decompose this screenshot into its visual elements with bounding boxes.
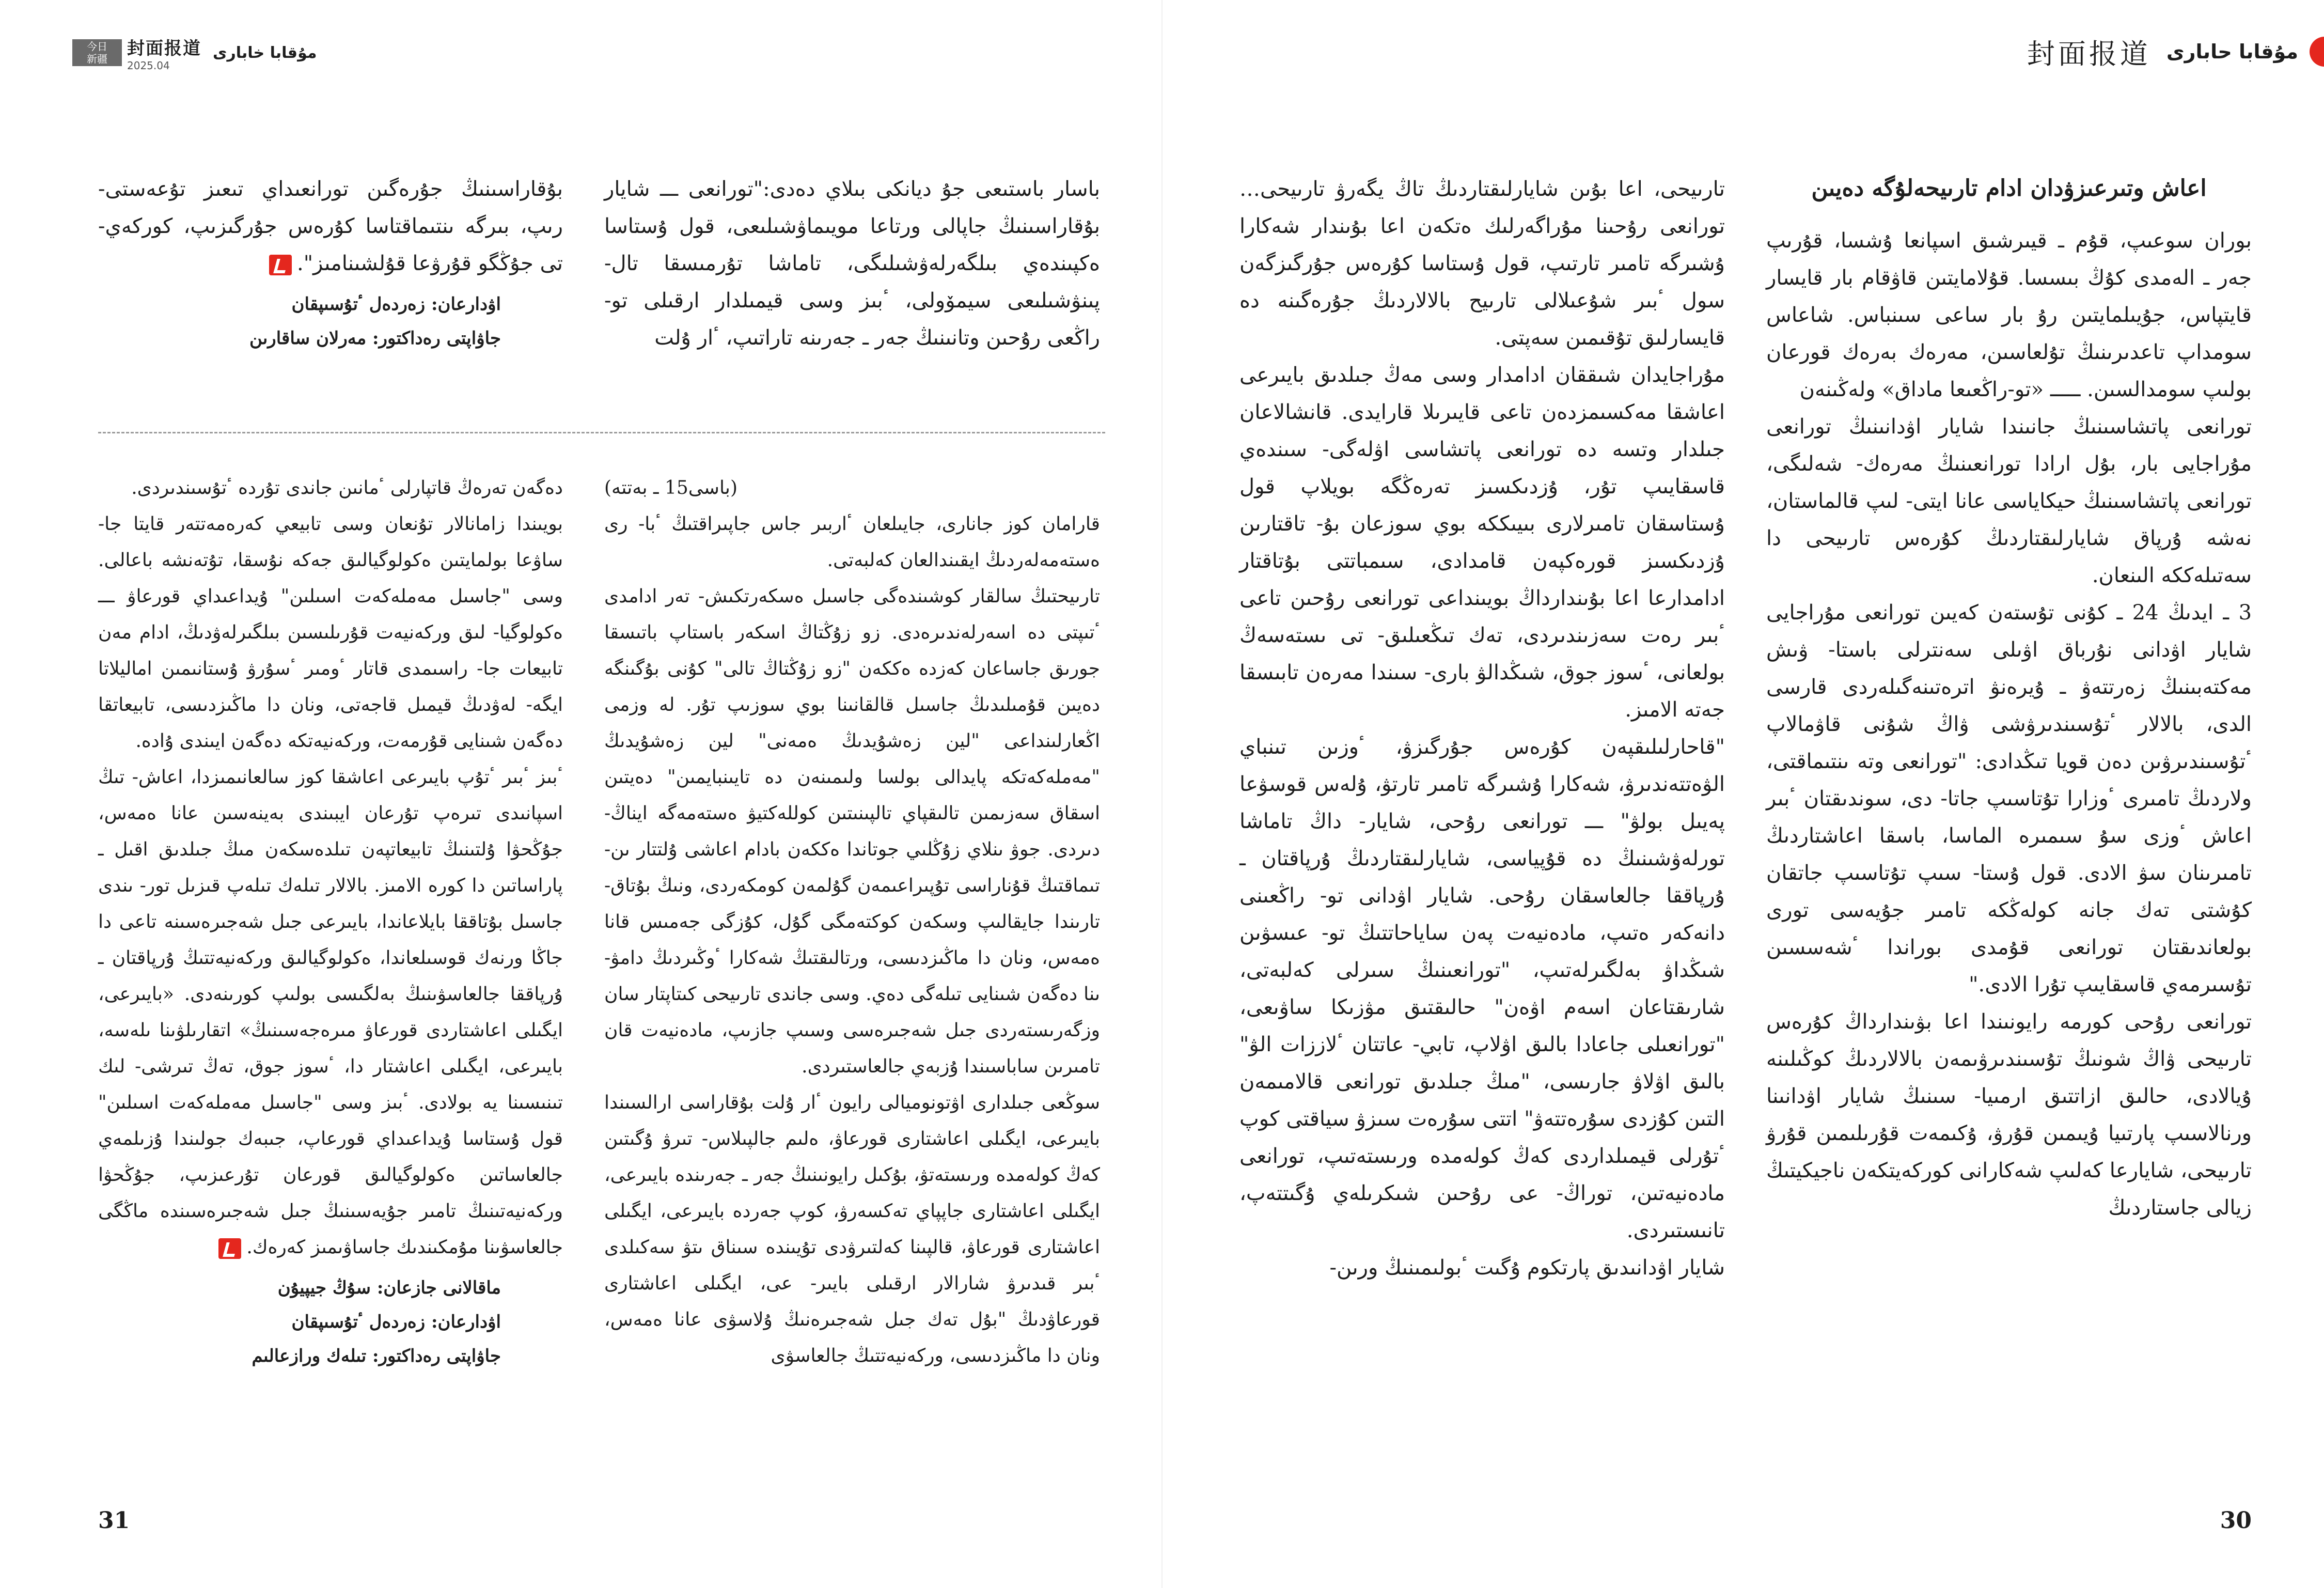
brand-block <box>127 34 201 72</box>
right-page <box>1162 0 2324 1588</box>
paragraph: تورانعى رۇحى كورمە رايونىندا اعا بۋىندارداڭ كۇرەس تارىيحى ۋاڭ شونىڭ تۇسىندىرۋىمەن بالالاردىڭ كوڭىلىنە ۇيالادى، حالىق ازاتتىق ارمىيا- سىنىڭ شايار اۋدانىنا ورنالاسىپ پارتىيا ۇيىمىن قۇرۋ، ۇكىمەت قۇرىلىمىن قۇرۋ تارىيحى، شايارعا كەلىپ شەكارانى كوركەيتكەن ناجيكيتىڭ زيالى جاستاردىڭ <box>1766 1010 2252 1220</box>
article-column-bottom-left <box>98 470 563 1373</box>
paragraph-text: ٴبىز ٴبىر ٴتۇپ بايىرعى اعاشقا كوز سالعانىمىزدا، اعاش- تىڭ اسپانىدى تىرەپ تۇرعان ايبىندى بەينەسىن عانا ەمەس، جۇڭحۋا ۇلتىنىڭ تابيعاتپەن تىلدەسكەن مىڭ جىلدىق اقىل ـ پاراساتىن دا كورە الامىز. بالالار تىلەك تىلەپ قىزىل تور- ىندى جاسىل بۇتاققا بايلاعاندا، بايىرعى جىل شەجىرەسىنە تاعى دا جاڭا ورنەك قوسىلعاندا، ەكولوگيالىق وركەنيەتتىڭ ۇرپاقتان ـ ۇرپاققا جالعاسۋىنىڭ بەلگىسى بولىپ كورىنەدى. «بايىرعى، ايگىلى اعاشتاردى قورعاۋ مىرەجەسىنىڭ» اتقارىلۋىنا ىلەسە، بايىرعى، ايگىلى اعاشتار دا، ٴسوز جوق، تەڭ تىرشى- لىك تىنىسىنا يە بولادى. ٴبىز وسى "جاسىل مەملەكەت اسىلىن" قول ۇستاسا ۇيداعىداي قورعاپ، جىبەك جولىندا ۇزىلمەي جالعاساتىن ەكولوگيالىق قورعان تۇرعىزىپ، جۇڭحۋا وركەنيەتىنىڭ تامىر جۇيەسىنىڭ جىل شەجىرەسىندە ماڭگى جالعاسۋىنا مۇمكىندىك جاساۋىمىز كەرەك. <box>98 767 563 1258</box>
article-column-bottom-right <box>604 470 1100 1374</box>
author-credit: ماقالانى جازعان: سۇڭ جيپيۇن <box>277 1278 501 1298</box>
paragraph: دەگەن تەرەڭ قاتپارلى ٴمانىن جاندى تۇردە ٴتۇسىندىردى. <box>131 477 563 499</box>
left-page-header <box>72 37 317 72</box>
article-column-top-right <box>604 170 1100 356</box>
paragraph: قارامان كوز جانارى، جايىلعان ٴاربىر جاس جاپىراقتىڭ ٴبا- رى ەستەمەلەردىڭ ايقىندالعان كەلبەتى. <box>604 513 1100 571</box>
continued-note: (باسى15 ـ بەتتە) <box>604 477 737 499</box>
paragraph: تارىيحى، اعا بۇىن شايارلىقتاردىڭ تاڭ يگەرۋ تارىيحى… تورانعى رۇحىنا مۇراگەرلىك ەتكەن اعا بۇىندار شەكارا ۇشىرگە تامىر تارتىپ، قول ۇستاسا كۇرەس جۇرگىزگەن سول ٴبىر شۇعىلالى تارىيح بالالاردىڭ جۇرەگىنە دە قايسارلىق تۇقىمىن سەپتى. <box>1239 177 1725 350</box>
page-number-left: 31 <box>98 1507 130 1534</box>
paragraph: سوڭعى جىلدارى اۋتونوميالى رايون ٴار ۇلت بۇقاراسى ارالسىندا بايىرعى، ايگىلى اعاشتارى قورعاۋ، ەلىم جالپىلاس- تىرۋ ۇگىتىن كەڭ كولەمدە ورىستەتۋ، بۇكىل رايونىنىڭ جەر ـ جەرىندە بايىرعى، ايگىلى اعاشتارى جاپپاي تەكسەرۋ، كوپ جەردە بايىرعى، ايگىلى اعاشتارى قورعاۋ، قالپىنا كەلتىرۋدى تۇيىندە سىناق ىتۋ سەكىلدى ٴبىر قىدىرۋ شارالار ارقىلى بايىر- عى، ايگىلى اعاشتارى قورعاۋدىڭ "بۇل تەك جىل شەجىرەنىڭ ۇلاسۋى عانا ەمەس، ونان دا ماڭىزدىسى، وركەنيەتتىڭ جالعاسۋى <box>604 1092 1100 1366</box>
paragraph: بوران سوعىپ، قۇم ـ قيىرشىق اسپانعا ۇشسا، قۇرىپ جەر ـ الەمدى كۇڭ بىسسا. قۇلامايتىن قاۋقام بار قايسار قايتپاس، جۇيىلمايتىن رۇ بار ساعى سىنباس. شاعاس سومداپ تاعدىرىنىڭ تۇلعاسىن، مەرەك بەرەك قورعان بولىپ سومدالسىن. ـــــ «تو-راڭعىعا ماداق» ولەڭىنەن <box>1766 229 2252 401</box>
paragraph <box>98 759 563 1266</box>
section-title-cn: 封面报道 <box>127 38 201 59</box>
paragraph: تورانعى پاتشاسىنىڭ جانىندا شايار اۋدانىنىڭ تورانعى مۇراجايى بار، بۇل ارادا تورانعىنىڭ مەرەك- شەلىگى، تورانعى پاتشاسىنىڭ حيكاياسى عانا ايتى- لىپ قالماستان، نەشە ۇرپاق شايارلىقتاردىڭ كۇرەس تارىيحى دا سەتىلەككە الىنعان. <box>1766 415 2252 587</box>
paragraph: مۇراجايدان شىققان ادامدار وسى مەڭ جىلدىق بايىرعى اعاشقا مەكسىمزدەن تاعى قايىرىلا قارايدى. قانشالاعان جىلدار وتسە دە تورانعى پاتشاسى اۋلەگى- سىندەي قاسقايىپ تۇر، ۇزدىكسىز تەرەڭگە بويلاپ قول ۇستاسقان تامىرلارى بىيىككە بوي سوزعان بۇ- تاقتارىن ۇزدىكسىز قورەكپەن قامدادى، سىمباتتى بۇتاقتار ادامدارعا اعا بۇىندارداڭ بويىنداعى تورانعى رۇحىن تاعى ٴبىر رەت سەزىندىردى، تەك تىڭعىلىق- تى ىستەسەڭ بولعانى، ٴسوز جوق، شىڭدالۋ بارى- سىندا مەرەن تابىسقا جەتە الامىز. <box>1239 363 1725 722</box>
paragraph: باسار باستىعى جۇ ديانكى بىلاي دەدى:"تورانعى ـــ شايار بۇقاراسىنىڭ جاپالى ورتاعا مويىماۋشىلىعى، قول ۇستاسا ەكپىندەي بىلگەرلەۋشىلىگى، تاماشا تۇرمىسقا تال- پىنۋشىلىعى سيمۆولى، ٴبىز وسى قيمىلدار ارقىلى تو- راڭعى رۇحىن وتانىنىڭ جەر ـ جەرىنە تاراتىپ، ٴار ۇلت <box>604 177 1100 350</box>
right-page-header <box>2027 31 2303 72</box>
article-column-right <box>1766 170 2252 1226</box>
section-marker-dot-icon <box>2310 37 2324 67</box>
credits-block <box>98 1271 563 1373</box>
translator-credit: اۋدارعان: زەردەل ٴتۇسىپقان <box>291 1312 501 1332</box>
paragraph: "قاحارلىلىقپەن كۇرەس جۇرگىزۋ، ٴوزىن تىنباي الۋەتتەندىرۋ، شەكارا ۇشىرگە تامىر تارتۋ، ۇلەس قوسۋعا پەيىل بولۋ" ـــ تورانعى رۇحى، شايار- داڭ تاماشا تورلەۋشىنىڭ دە قۇپياسى، شايارلىقتاردىڭ ۇرپاقتان ـ ۇرپاققا جالعاسقان رۇحى. شايار اۋدانى تو- راڭعىنى دانەكەر ەتىپ، مادەنيەت پەن ساياحاتتىڭ تو- عىسۋىن شىڭداۋ بەلگىرلەتىپ، "تورانعىنىڭ سىرلى كەلبەتى، شارىقتاعان اسەم اۋەن" حالىقتىق مۋزىكا ساۋىعى، "تورانعىلى جاعادا بالىق اۋلاپ، تابي- عاتتان ٴلاززات الۋ" بالىق اۋلاۋ جارىسى، "مىڭ جىلدىق تورانعى قالامىمەن التىن كۇزدى سۇرەتتەۋ" اتتى سۇرەت سىزۋ سياقتى كوپ ٴتۇرلى قيمىلداردى كەڭ كولەمدە ورىستەتىپ، تورانعى مادەنيەتىن، توراڭ- عى رۇحىن شىكرىلەي ۇگىتتەپ، تانىستىردى. <box>1239 735 1725 1242</box>
section-title-cn: 封面报道 <box>2027 37 2151 70</box>
page-number-right: 30 <box>2220 1507 2252 1534</box>
subheading: اعاش وتىرعىزۋدان ادام تارىيحەلۇگە دەيىن <box>1811 175 2207 201</box>
paragraph: 3 ـ ايدىڭ 24 ـ كۇنى تۇستەن كەيىن تورانعى مۇراجايى شايار اۋدانى نۇرباق اۋىلى سەنترلى باستا- ۋىش مەكتەبىنىڭ زەرتتەۋ ـ ۇيرەنۋ اترەتىنەگىلەردى قارسى الدى، بالالار ٴتۇسىندىرۋشى ۋاڭ شۇنى قاۋمالاپ ٴتۇسىندىرۋىن دەن قويا تىڭدادى: "تورانعى وتە ىنتىماقتى، ولاردىڭ تامىرى ٴوزارا تۇتاسىپ جاتا- دى، سوندىقتان ٴبىر اعاش ٴوزى سۇ سىمىرە الماسا، باسقا اعاشتاردىڭ تامىرىنان سۋ الادى. قول ۇستا- سىپ تۇتاسىپ جاتقان كۇشتى تەك جانە كولەڭكە تامىر جۇيەسى تورى بولعاندىقتان تورانعى قۇمدى بوراندا ٴشەسسىن تۇسىرمەي قاسقايىپ تۇرا الادى." <box>1766 601 2252 997</box>
paragraph: تارىيحتىڭ سالقار كوشىندەگى جاسىل ەسكەرتكىش- تەر ادامدى ٴتىپتى دە اسەرلەندىرەدى. زو زۇڭتاڭ اسكەر باستاپ باتىسقا جورىق جاساعان كەزدە ەككەن "زو زۇڭتاڭ تالى" كۇنى بۇگىنگە دەيىن قۇمىلىدىڭ جاسىل قالقانىنا بوي سوزىپ تۇر. لە وزمى اڭعارلىنداعى "لين زەشۇيدىڭ ەمەنى" لين زەشۇيدىڭ "مەملەكەتكە پايدالى بولسا ولىمىنەن دە تايىنبايمىن" دەيتىن اسقاق سەزىمىن تالىقپاي تالپىنىتىن كوللەكتيۋ ەستەمەگە ايناڭ- دىردى. جوۋ ىنلاي زۇڭلىي جوتاندا ەككەن بادام اعاشى ۇلتتار ىن- تىماقتىڭ قۇناراسى تۇپىراعىمەن گۇلمەن كومكەردى، ونىڭ بۇتاق- تارىندا جايقالىپ وسكەن كوكتەمگى گۇل، كۇزگى جەمىس قانا ەمەس، ونان دا ماڭىزدىسى، ورتالىقتىڭ شەكارا ٴوڭىردىڭ دامۋ- ىنا دەگەن شىنايى تىلەگى دەي. وسى جاندى تارىيحى كىتاپتار سان وزگەرىستەردى جىل شەجىرەسى وسىپ جازىپ، مادەنيەت قان تامىرىن ساباسىندا ۇزبەي جالعاستىردى. <box>604 586 1100 1077</box>
article-column-left <box>1239 170 1725 1286</box>
section-title-ug: مۇقابا خابارى <box>213 43 317 62</box>
section-divider-dashed <box>98 432 1105 433</box>
credits-block <box>98 287 563 355</box>
article-end-mark-icon <box>218 1238 241 1259</box>
paragraph: شايار اۋدانىدىق پارتكوم ۇگىت ٴبولىمىنىڭ ورىن- <box>1329 1256 1725 1280</box>
article-end-mark-icon <box>269 255 292 275</box>
paragraph <box>98 170 563 282</box>
badge-line-2: 新疆 <box>87 53 107 65</box>
magazine-logo-badge <box>72 39 122 66</box>
badge-line-1: 今日 <box>87 40 107 53</box>
issue-date: 2025.04 <box>127 59 170 72</box>
editor-credit: جاۋاپتى رەداكتور: مەرلان ساقارىن <box>249 328 501 349</box>
editor-credit: جاۋاپتى رەداكتور: تىلەك ورازعالىم <box>252 1346 501 1366</box>
section-title-ug: مۇقابا حابارى <box>2166 40 2298 63</box>
article-column-top-left <box>98 170 563 355</box>
paragraph: بويىندا زامانالار تۇنعان وسى تابيعي كەرەمەتتەر قايتا جا- ساۋعا بولمايتىن ەكولوگيالىق جەكە نۇسقا، تۇتەنشە باعالى. وسى "جاسىل مەملەكەت اسىلىن" ۇيداعىداي قورعاۋ ـــ ەكولوگيا- لىق وركەنيەت قۇرىلىسىن بىلگىرلەۋدىڭ، ادام مەن تابيعات جا- راسىمدى قاتار ٴومىر ٴسۇرۋ ۇستانىمىن اماليلاتا ايگە- لەۋدىڭ قيمىل قاجەتى، ونان دا ماڭىزدىسى، تابيعاتقا دەگەن شىنايى قۇرمەت، وركەنيەتكە دەگەن ايىندى ۇادە. <box>98 513 563 752</box>
paragraph-text: بۇقاراسىنىڭ جۇرەگىن تورانعىداي تىعىز تۇعەستى- رىپ، بىرگە ىنتىماقتاسا كۇرەس جۇرگىزىپ، كوركەي- تى جۇڭگو قۇرۋعا قۇلشىنامىز". <box>98 177 563 275</box>
translator-credit: اۋدارعان: زەردەل ٴتۇسىپقان <box>291 294 501 315</box>
